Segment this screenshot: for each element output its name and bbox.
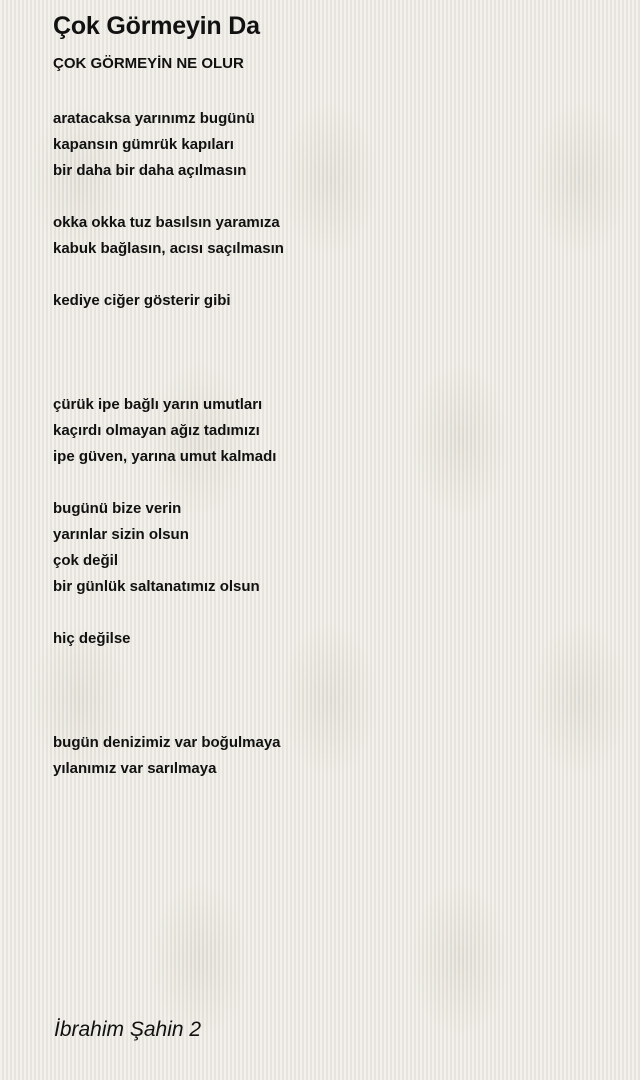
stanza-2 <box>53 210 284 262</box>
poem-line: bugünü bize verin <box>53 500 182 517</box>
poem-line: yarınlar sizin olsun <box>53 526 189 543</box>
stanza-gap <box>53 600 284 626</box>
stanza-gap <box>53 262 284 288</box>
stanza-gap-large <box>53 314 284 392</box>
stanza-3 <box>53 288 284 314</box>
poem-line: hiç değilse <box>53 630 131 647</box>
stanza-gap-large <box>53 652 284 730</box>
poem-line: kediye ciğer gösterir gibi <box>53 292 231 309</box>
stanza-4 <box>53 392 284 470</box>
poem-line: çürük ipe bağlı yarın umutları <box>53 396 263 413</box>
poem-title: Çok Görmeyin Da <box>53 12 260 40</box>
poem-line: bugün denizimiz var boğulmaya <box>53 734 281 751</box>
stanza-gap <box>53 184 284 210</box>
stanza-6 <box>53 626 284 652</box>
poem-line: yılanımız var sarılmaya <box>53 760 217 777</box>
poem-line: kaçırdı olmayan ağız tadımızı <box>53 422 260 439</box>
stanza-1 <box>53 106 284 184</box>
stanza-gap <box>53 470 284 496</box>
poem-line: aratacaksa yarınımz bugünü <box>53 110 255 127</box>
poem-line: bir daha bir daha açılmasın <box>53 162 247 179</box>
poem-subtitle: ÇOK GÖRMEYİN NE OLUR <box>53 55 244 72</box>
poem-line: kabuk bağlasın, acısı saçılmasın <box>53 240 284 257</box>
poem-line: bir günlük saltanatımız olsun <box>53 578 260 595</box>
poem-line: çok değil <box>53 552 119 569</box>
poem-line: kapansın gümrük kapıları <box>53 136 234 153</box>
stanza-7 <box>53 730 284 782</box>
poem-author: İbrahim Şahin 2 <box>54 1018 202 1041</box>
poem-line: ipe güven, yarına umut kalmadı <box>53 448 277 465</box>
poem-body <box>53 106 284 782</box>
poem-line: okka okka tuz basılsın yaramıza <box>53 214 280 231</box>
stanza-5 <box>53 496 284 600</box>
